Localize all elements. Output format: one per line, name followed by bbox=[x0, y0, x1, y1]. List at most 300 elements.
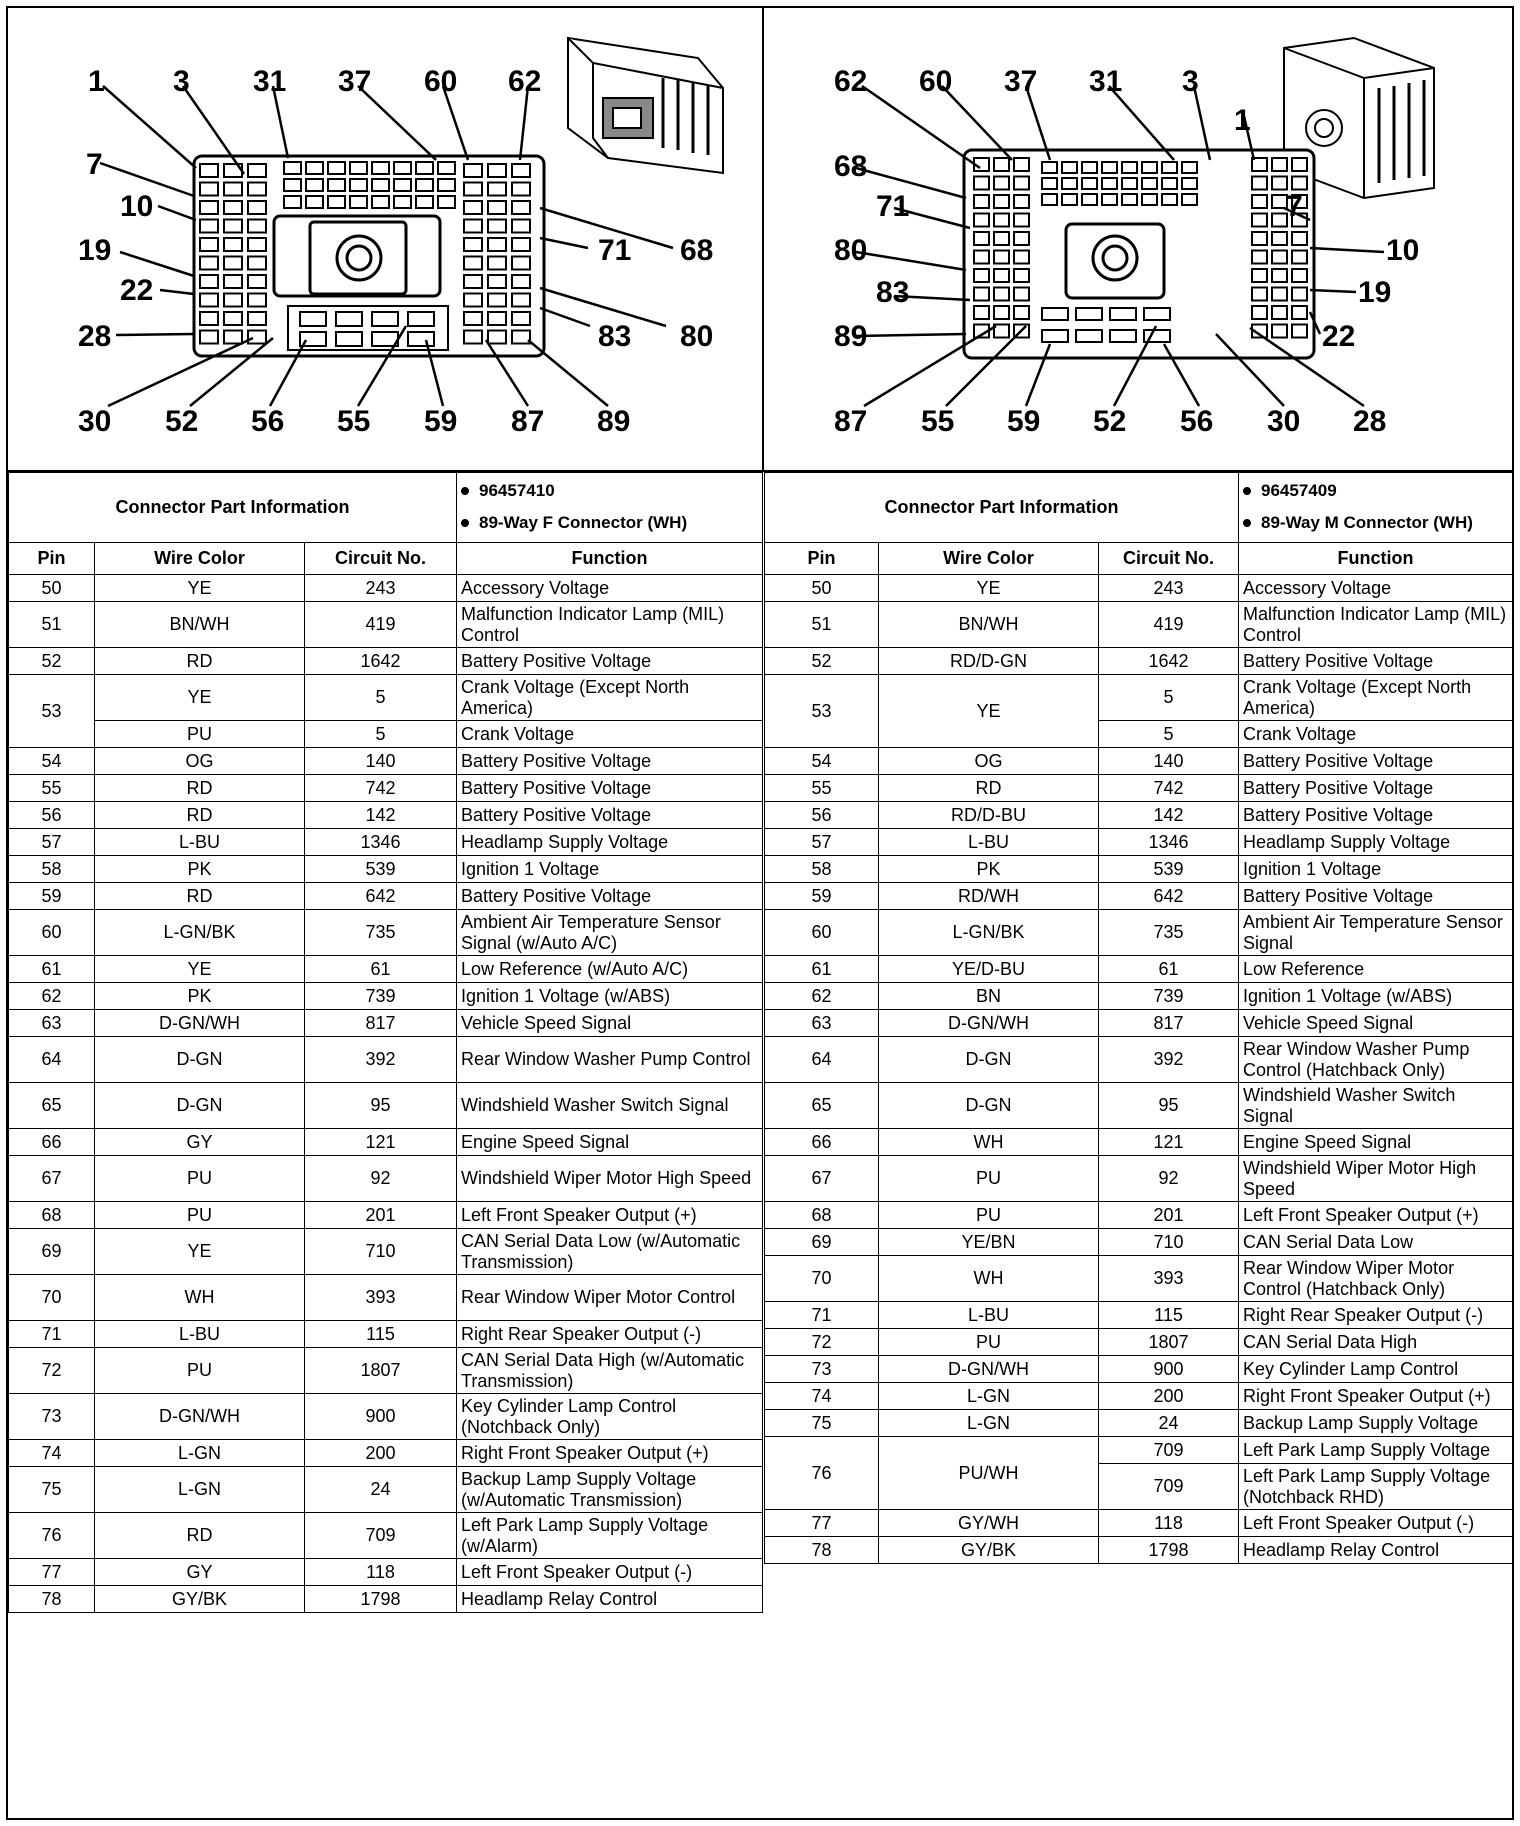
m-wire-color-cell: D-GN/WH bbox=[879, 1010, 1099, 1037]
m-wire-color-cell: BN bbox=[879, 983, 1099, 1010]
m-pin-cell: 67 bbox=[765, 1156, 879, 1202]
m-pin-cell: 68 bbox=[765, 1202, 879, 1229]
cavity-icon bbox=[1272, 269, 1287, 282]
cavity-icon bbox=[1272, 195, 1287, 208]
f-circuit-cell: 1798 bbox=[305, 1586, 457, 1613]
cavity-icon bbox=[306, 179, 323, 191]
m-wire-color-cell: RD/D-BU bbox=[879, 802, 1099, 829]
cavity-icon bbox=[306, 162, 323, 174]
cavity-icon bbox=[994, 288, 1009, 301]
f-row bbox=[9, 1559, 763, 1586]
m-function-cell: Vehicle Speed Signal bbox=[1239, 1010, 1513, 1037]
m-circuit-cell: 5 bbox=[1099, 675, 1239, 721]
m-function-cell: Battery Positive Voltage bbox=[1239, 748, 1513, 775]
m-row bbox=[765, 1037, 1513, 1083]
cavity-icon bbox=[1162, 162, 1177, 173]
f-pin-cell: 64 bbox=[9, 1037, 95, 1083]
f-wire-color-cell: GY bbox=[95, 1129, 305, 1156]
f-row bbox=[9, 856, 763, 883]
cavity-icon bbox=[224, 312, 242, 325]
cavity-icon bbox=[1182, 162, 1197, 173]
f-label-bottom-6: 89 bbox=[597, 405, 631, 438]
m-row bbox=[765, 910, 1513, 956]
cavity-icon bbox=[1102, 194, 1117, 205]
m-pin-cell: 60 bbox=[765, 910, 879, 956]
f-label-top-4: 60 bbox=[424, 65, 458, 98]
m-function-cell: Battery Positive Voltage bbox=[1239, 648, 1513, 675]
m-function-cell: Windshield Washer Switch Signal bbox=[1239, 1083, 1513, 1129]
f-row bbox=[9, 602, 763, 648]
m-row bbox=[765, 983, 1513, 1010]
cavity-icon bbox=[284, 179, 301, 191]
m-circuit-cell: 1798 bbox=[1099, 1537, 1239, 1564]
m-pin-cell: 69 bbox=[765, 1229, 879, 1256]
cavity-icon bbox=[1252, 288, 1267, 301]
f-function-cell: Left Front Speaker Output (-) bbox=[457, 1559, 763, 1586]
f-pin-cell: 72 bbox=[9, 1348, 95, 1394]
m-pin-cell: 55 bbox=[765, 775, 879, 802]
f-function-cell: Windshield Washer Switch Signal bbox=[457, 1083, 763, 1129]
cavity-icon bbox=[224, 238, 242, 251]
cavity-icon bbox=[1122, 194, 1137, 205]
m-row bbox=[765, 775, 1513, 802]
f-function-cell: Low Reference (w/Auto A/C) bbox=[457, 956, 763, 983]
m-pin-cell: 65 bbox=[765, 1083, 879, 1129]
cavity-icon bbox=[994, 214, 1009, 227]
cavity-icon bbox=[248, 220, 266, 233]
m-circuit-cell: 200 bbox=[1099, 1383, 1239, 1410]
f-label-bottom-1: 52 bbox=[165, 405, 199, 438]
f-row bbox=[9, 1202, 763, 1229]
m-row bbox=[765, 575, 1513, 602]
m-wire-color-cell: PU/WH bbox=[879, 1437, 1099, 1510]
f-header-pin: Pin bbox=[9, 543, 95, 575]
f-wire-color-cell: PK bbox=[95, 856, 305, 883]
f-circuit-cell: 95 bbox=[305, 1083, 457, 1129]
m-pin-cell: 63 bbox=[765, 1010, 879, 1037]
f-header-circuit: Circuit No. bbox=[305, 543, 457, 575]
cavity-icon bbox=[464, 331, 482, 344]
cavity-icon bbox=[1082, 162, 1097, 173]
f-pin-cell: 55 bbox=[9, 775, 95, 802]
cavity-icon bbox=[1014, 306, 1029, 319]
cavity-icon bbox=[1102, 162, 1117, 173]
f-wire-color-cell: PU bbox=[95, 1156, 305, 1202]
f-function-cell: Accessory Voltage bbox=[457, 575, 763, 602]
f-wire-color-cell: PU bbox=[95, 721, 305, 748]
cavity-icon bbox=[1252, 232, 1267, 245]
m-wire-color-cell: YE bbox=[879, 675, 1099, 748]
m-row bbox=[765, 1256, 1513, 1302]
m-function-cell: CAN Serial Data High bbox=[1239, 1329, 1513, 1356]
f-function-cell: Vehicle Speed Signal bbox=[457, 1010, 763, 1037]
cavity-icon bbox=[1014, 214, 1029, 227]
f-function-cell: Crank Voltage (Except North America) bbox=[457, 675, 763, 721]
f-function-cell: Ignition 1 Voltage bbox=[457, 856, 763, 883]
f-pin-cell: 78 bbox=[9, 1586, 95, 1613]
cavity-icon bbox=[994, 195, 1009, 208]
m-pin-cell: 64 bbox=[765, 1037, 879, 1083]
cavity-icon bbox=[224, 183, 242, 196]
m-circuit-cell: 243 bbox=[1099, 575, 1239, 602]
f-pin-cell: 69 bbox=[9, 1229, 95, 1275]
m-wire-color-cell: GY/WH bbox=[879, 1510, 1099, 1537]
f-pin-cell: 57 bbox=[9, 829, 95, 856]
m-label-top-0: 62 bbox=[834, 65, 868, 98]
cavity-icon bbox=[372, 179, 389, 191]
f-label-left-1: 10 bbox=[120, 190, 154, 223]
m-bottom-labels bbox=[834, 405, 1386, 438]
f-function-cell: Right Rear Speaker Output (-) bbox=[457, 1321, 763, 1348]
f-pin-cell: 51 bbox=[9, 602, 95, 648]
cavity-icon bbox=[1252, 158, 1267, 171]
cavity-icon bbox=[1144, 308, 1170, 320]
f-wire-color-cell: L-GN bbox=[95, 1467, 305, 1513]
f-row bbox=[9, 983, 763, 1010]
cavity-icon bbox=[1062, 178, 1077, 189]
m-pin-cell: 78 bbox=[765, 1537, 879, 1564]
cavity-icon bbox=[1252, 269, 1267, 282]
m-function-cell: Ignition 1 Voltage bbox=[1239, 856, 1513, 883]
cavity-icon bbox=[1014, 269, 1029, 282]
f-wire-color-cell: GY bbox=[95, 1559, 305, 1586]
m-wire-color-cell: PU bbox=[879, 1329, 1099, 1356]
cavity-icon bbox=[200, 294, 218, 307]
m-function-cell: Left Front Speaker Output (+) bbox=[1239, 1202, 1513, 1229]
cavity-icon bbox=[974, 269, 989, 282]
cavity-icon bbox=[328, 179, 345, 191]
m-pin-cell: 53 bbox=[765, 675, 879, 748]
f-wire-color-cell: D-GN bbox=[95, 1037, 305, 1083]
m-label-top-3: 31 bbox=[1089, 65, 1123, 98]
f-circuit-cell: 739 bbox=[305, 983, 457, 1010]
cavity-icon bbox=[464, 257, 482, 270]
m-circuit-cell: 121 bbox=[1099, 1129, 1239, 1156]
m-function-cell: Left Park Lamp Supply Voltage bbox=[1239, 1437, 1513, 1464]
m-pin-cell: 73 bbox=[765, 1356, 879, 1383]
m-circuit-cell: 709 bbox=[1099, 1437, 1239, 1464]
f-wire-color-cell: RD bbox=[95, 775, 305, 802]
cavity-icon bbox=[394, 162, 411, 174]
m-function-cell: Rear Window Washer Pump Control (Hatchback Only) bbox=[1239, 1037, 1513, 1083]
f-label-left-3: 22 bbox=[120, 274, 154, 307]
f-info-label: Connector Part Information bbox=[9, 473, 457, 543]
m-label-left-3: 83 bbox=[876, 276, 910, 309]
f-wire-color-cell: L-BU bbox=[95, 1321, 305, 1348]
f-label-bottom-4: 59 bbox=[424, 405, 458, 438]
cavity-icon bbox=[1162, 194, 1177, 205]
cavity-icon bbox=[408, 332, 434, 346]
cavity-icon bbox=[1292, 288, 1307, 301]
f-circuit-cell: 1346 bbox=[305, 829, 457, 856]
cavity-icon bbox=[224, 331, 242, 344]
m-function-cell: Battery Positive Voltage bbox=[1239, 883, 1513, 910]
f-wire-color-cell: YE bbox=[95, 956, 305, 983]
f-circuit-cell: 92 bbox=[305, 1156, 457, 1202]
f-row bbox=[9, 883, 763, 910]
f-row bbox=[9, 1348, 763, 1394]
m-wire-color-cell: YE/BN bbox=[879, 1229, 1099, 1256]
cavity-icon bbox=[512, 294, 530, 307]
f-pin-cell: 74 bbox=[9, 1440, 95, 1467]
cavity-icon bbox=[416, 162, 433, 174]
cavity-icon bbox=[1014, 158, 1029, 171]
f-row bbox=[9, 1440, 763, 1467]
cavity-icon bbox=[1042, 330, 1068, 342]
f-circuit-cell: 201 bbox=[305, 1202, 457, 1229]
m-wire-color-cell: L-BU bbox=[879, 829, 1099, 856]
f-row bbox=[9, 1394, 763, 1440]
cavity-icon bbox=[248, 238, 266, 251]
f-function-cell: Headlamp Relay Control bbox=[457, 1586, 763, 1613]
cavity-icon bbox=[1162, 178, 1177, 189]
f-label-top-0: 1 bbox=[88, 65, 105, 98]
cavity-icon bbox=[512, 312, 530, 325]
f-pin-cell: 77 bbox=[9, 1559, 95, 1586]
cavity-icon bbox=[464, 312, 482, 325]
cavity-icon bbox=[1014, 251, 1029, 264]
m-pin-cell: 50 bbox=[765, 575, 879, 602]
m-label-top-1: 60 bbox=[919, 65, 953, 98]
m-function-cell: Crank Voltage bbox=[1239, 721, 1513, 748]
f-pin-cell: 65 bbox=[9, 1083, 95, 1129]
m-row bbox=[765, 1383, 1513, 1410]
cavity-icon bbox=[1076, 308, 1102, 320]
f-row bbox=[9, 575, 763, 602]
connector-diagrams bbox=[8, 8, 1512, 472]
m-label-bottom-4: 56 bbox=[1180, 405, 1214, 438]
m-connector-desc: 89-Way M Connector (WH) bbox=[1261, 512, 1473, 532]
m-label-bottom-1: 55 bbox=[921, 405, 955, 438]
m-row bbox=[765, 1302, 1513, 1329]
m-pin-cell: 58 bbox=[765, 856, 879, 883]
m-row bbox=[765, 1202, 1513, 1229]
m-label-bottom-5: 30 bbox=[1267, 405, 1301, 438]
cavity-icon bbox=[200, 312, 218, 325]
f-label-right-0: 71 bbox=[598, 234, 632, 267]
m-row bbox=[765, 602, 1513, 648]
f-pin-cell: 71 bbox=[9, 1321, 95, 1348]
m-connector-desc-line bbox=[1243, 506, 1508, 540]
m-function-cell: Engine Speed Signal bbox=[1239, 1129, 1513, 1156]
m-circuit-cell: 118 bbox=[1099, 1510, 1239, 1537]
m-row bbox=[765, 1329, 1513, 1356]
f-circuit-cell: 710 bbox=[305, 1229, 457, 1275]
m-wire-color-cell: RD bbox=[879, 775, 1099, 802]
cavity-icon bbox=[224, 201, 242, 214]
m-function-cell: Ambient Air Temperature Sensor Signal bbox=[1239, 910, 1513, 956]
cavity-icon bbox=[416, 179, 433, 191]
m-wire-color-cell: L-GN bbox=[879, 1383, 1099, 1410]
f-wire-color-cell: L-GN bbox=[95, 1440, 305, 1467]
cavity-icon bbox=[488, 164, 506, 177]
cavity-icon bbox=[1272, 214, 1287, 227]
cavity-icon bbox=[1042, 194, 1057, 205]
f-bottom-labels bbox=[78, 405, 630, 438]
cavity-icon bbox=[488, 331, 506, 344]
f-circuit-cell: 393 bbox=[305, 1275, 457, 1321]
cavity-icon bbox=[1062, 162, 1077, 173]
cavity-icon bbox=[1142, 178, 1157, 189]
m-label-right-0: 7 bbox=[1286, 190, 1303, 223]
m-pin-cell: 76 bbox=[765, 1437, 879, 1510]
f-wire-color-cell: D-GN/WH bbox=[95, 1394, 305, 1440]
m-function-cell: Headlamp Relay Control bbox=[1239, 1537, 1513, 1564]
m-circuit-cell: 1346 bbox=[1099, 829, 1239, 856]
cavity-icon bbox=[464, 275, 482, 288]
cavity-icon bbox=[224, 294, 242, 307]
cavity-icon bbox=[336, 312, 362, 326]
cavity-icon bbox=[1272, 325, 1287, 338]
bullet-icon bbox=[1243, 487, 1251, 495]
cavity-icon bbox=[488, 294, 506, 307]
m-pin-cell: 59 bbox=[765, 883, 879, 910]
cavity-icon bbox=[372, 312, 398, 326]
f-function-cell: Right Front Speaker Output (+) bbox=[457, 1440, 763, 1467]
cavity-icon bbox=[1272, 251, 1287, 264]
m-circuit-cell: 735 bbox=[1099, 910, 1239, 956]
m-header-circuit: Circuit No. bbox=[1099, 543, 1239, 575]
cavity-icon bbox=[1042, 308, 1068, 320]
cavity-icon bbox=[1252, 251, 1267, 264]
cavity-icon bbox=[1142, 162, 1157, 173]
m-pin-cell: 71 bbox=[765, 1302, 879, 1329]
m-wire-color-cell: BN/WH bbox=[879, 602, 1099, 648]
f-row bbox=[9, 675, 763, 721]
f-row bbox=[9, 1321, 763, 1348]
m-wire-color-cell: L-GN/BK bbox=[879, 910, 1099, 956]
m-circuit-cell: 115 bbox=[1099, 1302, 1239, 1329]
f-pin-cell: 62 bbox=[9, 983, 95, 1010]
f-pin-cell: 67 bbox=[9, 1156, 95, 1202]
f-pin-cell: 68 bbox=[9, 1202, 95, 1229]
m-header-wire-color: Wire Color bbox=[879, 543, 1099, 575]
cavity-icon bbox=[1082, 194, 1097, 205]
cavity-icon bbox=[464, 164, 482, 177]
f-connector-face-drawing bbox=[8, 8, 762, 470]
bullet-icon bbox=[461, 487, 469, 495]
m-wire-color-cell: GY/BK bbox=[879, 1537, 1099, 1564]
f-pin-cell: 50 bbox=[9, 575, 95, 602]
cavity-icon bbox=[464, 238, 482, 251]
cavity-icon bbox=[488, 183, 506, 196]
f-circuit-cell: 392 bbox=[305, 1037, 457, 1083]
bullet-icon bbox=[1243, 519, 1251, 527]
cavity-icon bbox=[1082, 178, 1097, 189]
cavity-icon bbox=[488, 312, 506, 325]
m-pin-cell: 66 bbox=[765, 1129, 879, 1156]
cavity-icon bbox=[1292, 232, 1307, 245]
cavity-icon bbox=[1042, 162, 1057, 173]
m-label-top-4: 3 bbox=[1182, 65, 1199, 98]
m-row bbox=[765, 1510, 1513, 1537]
f-label-left-0: 7 bbox=[86, 148, 103, 181]
cavity-icon bbox=[1272, 158, 1287, 171]
cavity-icon bbox=[336, 332, 362, 346]
m-wire-color-cell: WH bbox=[879, 1129, 1099, 1156]
cavity-icon bbox=[1122, 178, 1137, 189]
cavity-icon bbox=[974, 195, 989, 208]
cavity-icon bbox=[1292, 325, 1307, 338]
m-label-top-5: 1 bbox=[1234, 104, 1251, 137]
m-function-cell: Headlamp Supply Voltage bbox=[1239, 829, 1513, 856]
m-pin-cell: 61 bbox=[765, 956, 879, 983]
cavity-icon bbox=[1252, 177, 1267, 190]
f-right-labels bbox=[598, 234, 713, 353]
cavity-icon bbox=[1292, 177, 1307, 190]
m-circuit-cell: 393 bbox=[1099, 1256, 1239, 1302]
m-label-right-1: 10 bbox=[1386, 234, 1420, 267]
m-row bbox=[765, 1010, 1513, 1037]
m-function-cell: Battery Positive Voltage bbox=[1239, 802, 1513, 829]
m-header-row bbox=[765, 543, 1513, 575]
m-wire-color-cell: PU bbox=[879, 1156, 1099, 1202]
m-circuit-cell: 1807 bbox=[1099, 1329, 1239, 1356]
f-pin-cell: 73 bbox=[9, 1394, 95, 1440]
f-wire-color-cell: OG bbox=[95, 748, 305, 775]
m-header-pin: Pin bbox=[765, 543, 879, 575]
f-function-cell: Key Cylinder Lamp Control (Notchback Only) bbox=[457, 1394, 763, 1440]
cavity-icon bbox=[1272, 288, 1287, 301]
cavity-icon bbox=[464, 201, 482, 214]
f-wire-color-cell: RD bbox=[95, 883, 305, 910]
m-row bbox=[765, 883, 1513, 910]
m-wire-color-cell: D-GN/WH bbox=[879, 1356, 1099, 1383]
m-function-cell: Backup Lamp Supply Voltage bbox=[1239, 1410, 1513, 1437]
f-part-number-line bbox=[461, 476, 758, 506]
cavity-icon bbox=[1014, 232, 1029, 245]
cavity-icon bbox=[464, 183, 482, 196]
f-part-number: 96457410 bbox=[479, 480, 555, 500]
cavity-icon bbox=[994, 269, 1009, 282]
m-wire-color-cell: PU bbox=[879, 1202, 1099, 1229]
cavity-icon bbox=[224, 257, 242, 270]
f-row bbox=[9, 748, 763, 775]
cavity-icon bbox=[328, 162, 345, 174]
cavity-icon bbox=[974, 214, 989, 227]
cavity-icon bbox=[306, 196, 323, 208]
f-wire-color-cell: PU bbox=[95, 1202, 305, 1229]
f-function-cell: Battery Positive Voltage bbox=[457, 648, 763, 675]
m-label-left-4: 89 bbox=[834, 320, 868, 353]
cavity-icon bbox=[1122, 162, 1137, 173]
f-pin-cell: 54 bbox=[9, 748, 95, 775]
cavity-icon bbox=[248, 257, 266, 270]
cavity-icon bbox=[284, 196, 301, 208]
f-function-cell: Ambient Air Temperature Sensor Signal (w/Auto A/C) bbox=[457, 910, 763, 956]
f-function-cell: Ignition 1 Voltage (w/ABS) bbox=[457, 983, 763, 1010]
cavity-icon bbox=[1182, 178, 1197, 189]
f-pin-cell: 70 bbox=[9, 1275, 95, 1321]
m-wire-color-cell: YE bbox=[879, 575, 1099, 602]
f-row bbox=[9, 1513, 763, 1559]
m-function-cell: Windshield Wiper Motor High Speed bbox=[1239, 1156, 1513, 1202]
m-pin-cell: 72 bbox=[765, 1329, 879, 1356]
f-circuit-cell: 118 bbox=[305, 1559, 457, 1586]
f-circuit-cell: 200 bbox=[305, 1440, 457, 1467]
cavity-icon bbox=[1062, 194, 1077, 205]
f-function-cell: Left Park Lamp Supply Voltage (w/Alarm) bbox=[457, 1513, 763, 1559]
m-function-cell: Crank Voltage (Except North America) bbox=[1239, 675, 1513, 721]
f-circuit-cell: 709 bbox=[305, 1513, 457, 1559]
m-circuit-cell: 710 bbox=[1099, 1229, 1239, 1256]
f-function-cell: Rear Window Wiper Motor Control bbox=[457, 1275, 763, 1321]
m-wire-color-cell: RD/WH bbox=[879, 883, 1099, 910]
cavity-icon bbox=[974, 232, 989, 245]
m-circuit-cell: 742 bbox=[1099, 775, 1239, 802]
f-pin-cell: 52 bbox=[9, 648, 95, 675]
m-connector-table bbox=[764, 472, 1513, 1564]
